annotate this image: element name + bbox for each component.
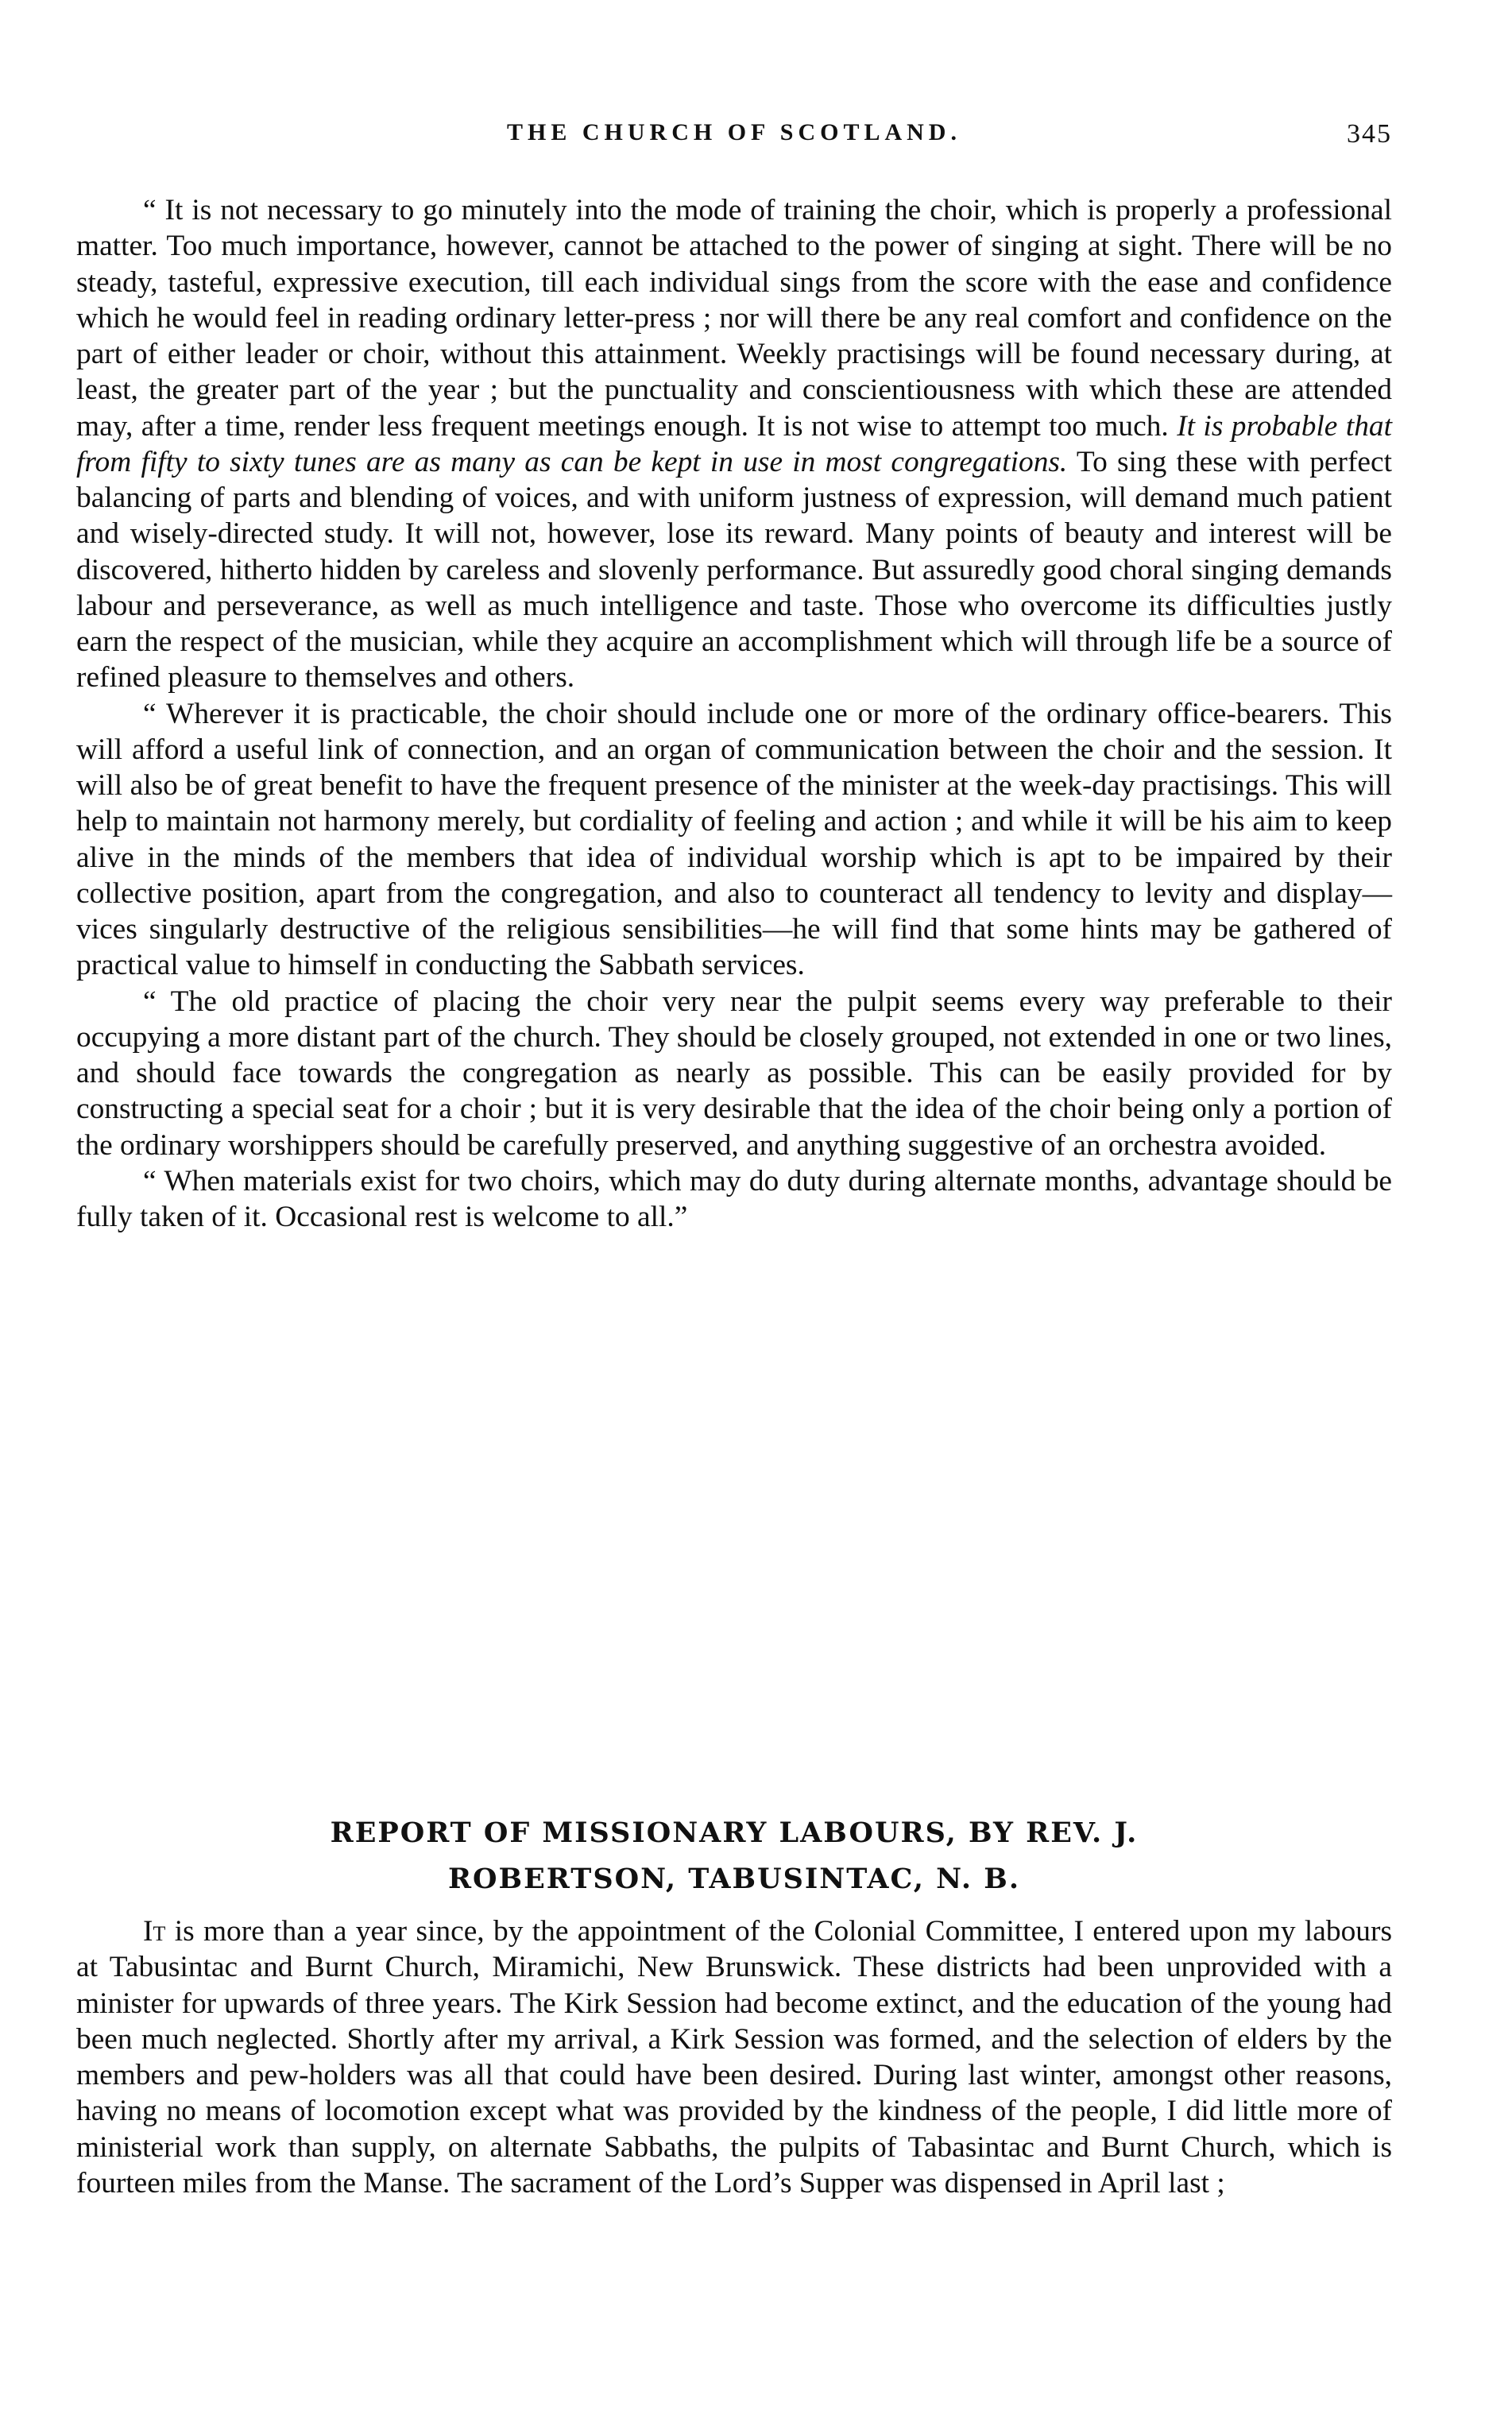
paragraph-text: is more than a year since, by the appointment of the Colonial Committee, I entered upon my labours at Tabusintac and Burnt Church, Miramichi, New Brunswick. These districts had been unprovided with a minister for upwards of three years. The Kirk Session had become extinct, and the education of the young had been much neglected. Shortly after my arrival, a Kirk Session was formed, and the selection of elders by the members and pew-holders was all that could have been desired. During last winter, amongst other reasons, having no means of locomotion except what was provided by the kindness of the people, I did little more of ministerial work than supply, on alternate Sabbaths, the pulpits of Tabasintac and Burnt Church, which is fourteen miles from the Manse. The sacrament of the Lord’s Supper was dispensed in April last ; [76, 1915, 1392, 2200]
body-text [76, 192, 1392, 1235]
paragraph-choir-training [76, 192, 1392, 696]
report-heading-line-1: REPORT OF MISSIONARY LABOURS, BY REV. J. [330, 1816, 1139, 1849]
paragraph-two-choirs: “ When materials exist for two choirs, which may do duty during alternate months, advantage should be fully taken of it. Occasional rest is welcome to all.” [76, 1164, 1392, 1233]
italic-emphasis: It is probable that from fifty to sixty tunes are as many as can be kept in use in most congregations. [76, 409, 1392, 478]
running-title: THE CHURCH OF SCOTLAND. [507, 119, 961, 145]
report-body [76, 1913, 1392, 2201]
paragraph-text: “ It is not necessary to go minutely into the mode of training the choir, which is properly a professional matter. Too much importance, however, cannot be attached to the power of singing at sight. There will be no steady, tasteful, expressive execution, till each individual sings from the score with the ease and confidence which he would feel in reading ordinary letter-press ; nor will there be any real comfort and confidence on the part of either leader or choir, without this attainment. Weekly practisings will be found necessary during, at least, the greater part of the year ; but the punctuality and conscientiousness with which these are attended may, after a time, render less frequent meetings enough. It is not wise to attempt too much. [76, 194, 1392, 443]
running-head [76, 119, 1392, 167]
paragraph-choir-placement: “ The old practice of placing the choir very near the pulpit seems every way preferable to their occupying a more distant part of the church. They should be closely grouped, not extended in one or two lines, and should face towards the congregation as nearly as possible. This can be easily provided for by constructing a special seat for a choir ; but it is very desirable that the idea of the choir being only a portion of the ordinary worshippers should be carefully preserved, and anything suggestive of an orchestra avoided. [76, 985, 1392, 1162]
paragraph-text: To sing these with perfect balancing of parts and blending of voices, and with uniform justness of expression, will demand much patient and wisely-directed study. It will not, however, lose its reward. Many points of beauty and interest will be discovered, hitherto hidden by careless and slovenly performance. But assuredly good choral singing demands labour and perseverance, as well as much intelligence and taste. Those who overcome its difficulties justly earn the respect of the musician, while they acquire an accomplishment which will through life be a source of refined pleasure to themselves and others. [76, 445, 1393, 694]
page-number: 345 [1347, 119, 1392, 149]
report-heading-line-2: ROBERTSON, TABUSINTAC, N. B. [447, 1863, 1021, 1895]
paragraph-report-intro [76, 1913, 1392, 2201]
paragraph-office-bearers: “ Wherever it is practicable, the choir should include one or more of the ordinary office-bearers. This will afford a useful link of connection, and an organ of communication between the choir and the session. It will also be of great benefit to have the frequent presence of the minister at the week-day practisings. This will help to maintain not harmony merely, but cordiality of feeling and action ; and while it will be his aim to keep alive in the minds of the members that idea of individual worship which is apt to be impaired by their collective position, apart from the congregation, and also to counteract all tendency to levity and display—vices singularly destructive of the religious sensibilities—he will find that some hints may be gathered of practical value to himself in conducting the Sabbath services. [76, 697, 1392, 982]
lead-word: It [143, 1915, 166, 1948]
report-heading [76, 1810, 1392, 1902]
